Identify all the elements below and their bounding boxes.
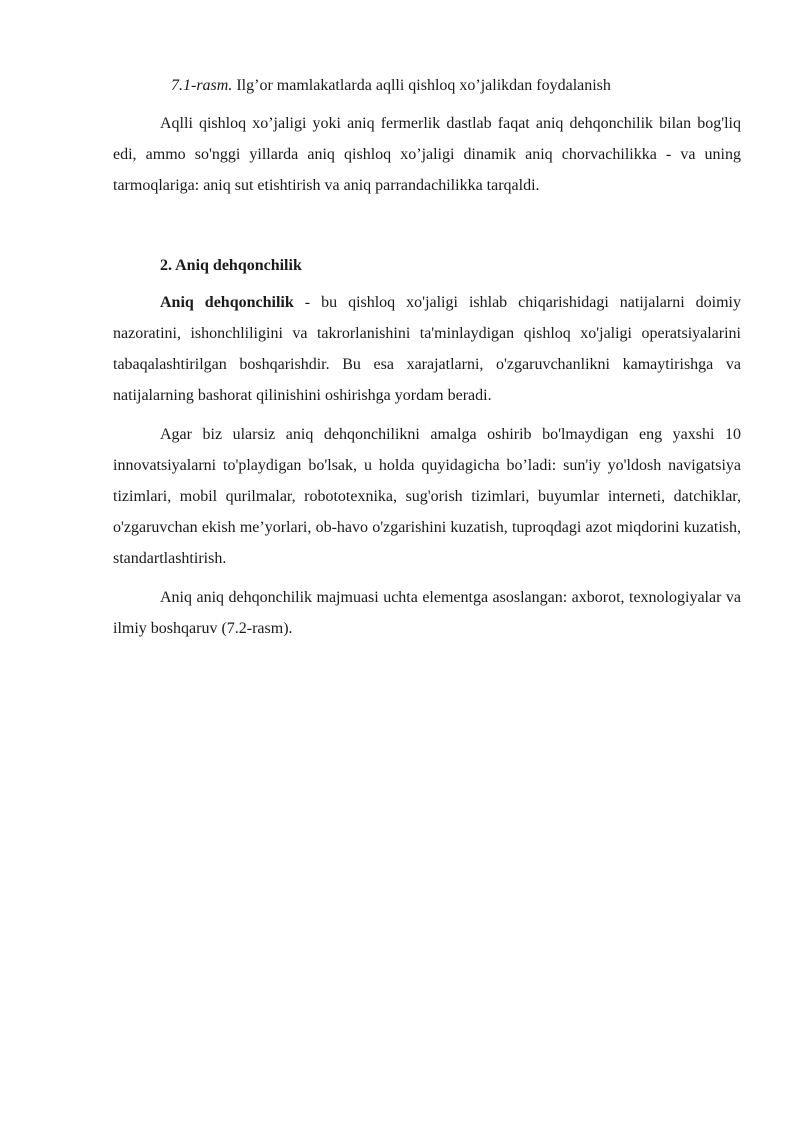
section-heading: 2. Aniq dehqonchilik (160, 257, 302, 274)
figure-caption-text: Ilg’or mamlakatlarda aqlli qishloq xo’jalikdan foydalanish (232, 77, 611, 94)
figure-caption (113, 72, 741, 100)
paragraph-smart-agriculture: Aqlli qishloq xo’jaligi yoki aniq fermerlik dastlab faqat aniq dehqonchilik bilan bog'liq edi, ammo so'nggi yillarda aniq qishloq xo’jaligi dinamik aniq chorvachilikka - va uning tarmoqlariga: aniq sut etishtirish va aniq parrandachilikka tarqaldi. (113, 115, 741, 194)
paragraph-precision-definition (113, 287, 741, 411)
paragraph-elements: Aniq aniq dehqonchilik majmuasi uchta elementga asoslangan: axborot, texnologiyalar va ilmiy boshqaruv (7.2-rasm). (113, 589, 741, 637)
defined-term: Aniq dehqonchilik (160, 294, 294, 311)
figure-caption-ref: 7.1-rasm. (171, 77, 233, 94)
paragraph-innovations: Agar biz ularsiz aniq dehqonchilikni amalga oshirib bo'lmaydigan eng yaxshi 10 innovatsiyalarni to'playdigan bo'lsak, u holda quyidagicha bo’ladi: sun'iy yo'ldosh navigatsiya tizimlari, mobil qurilmalar, robototexnika, sug'orish tizimlari, buyumlar interneti, datchiklar, o'zgaruvchan ekish me’yorlari, ob-havo o'zgarishini kuzatish, tuproqdagi azot miqdorini kuzatish, standartlashtirish. (113, 426, 741, 567)
definition-text: - bu qishloq xo'jaligi ishlab chiqarishidagi natijalarni doimiy nazoratini, ishonchliligini va takrorlanishini ta'minlaydigan qishloq xo'jaligi operatsiyalarini tabaqalashtirilgan boshqarishdir. Bu esa xarajatlarni, o'zgaruvchanlikni kamaytirishga va natijalarning bashorat qilinishini oshirishga yordam beradi. (113, 294, 741, 404)
document-page (113, 72, 741, 644)
